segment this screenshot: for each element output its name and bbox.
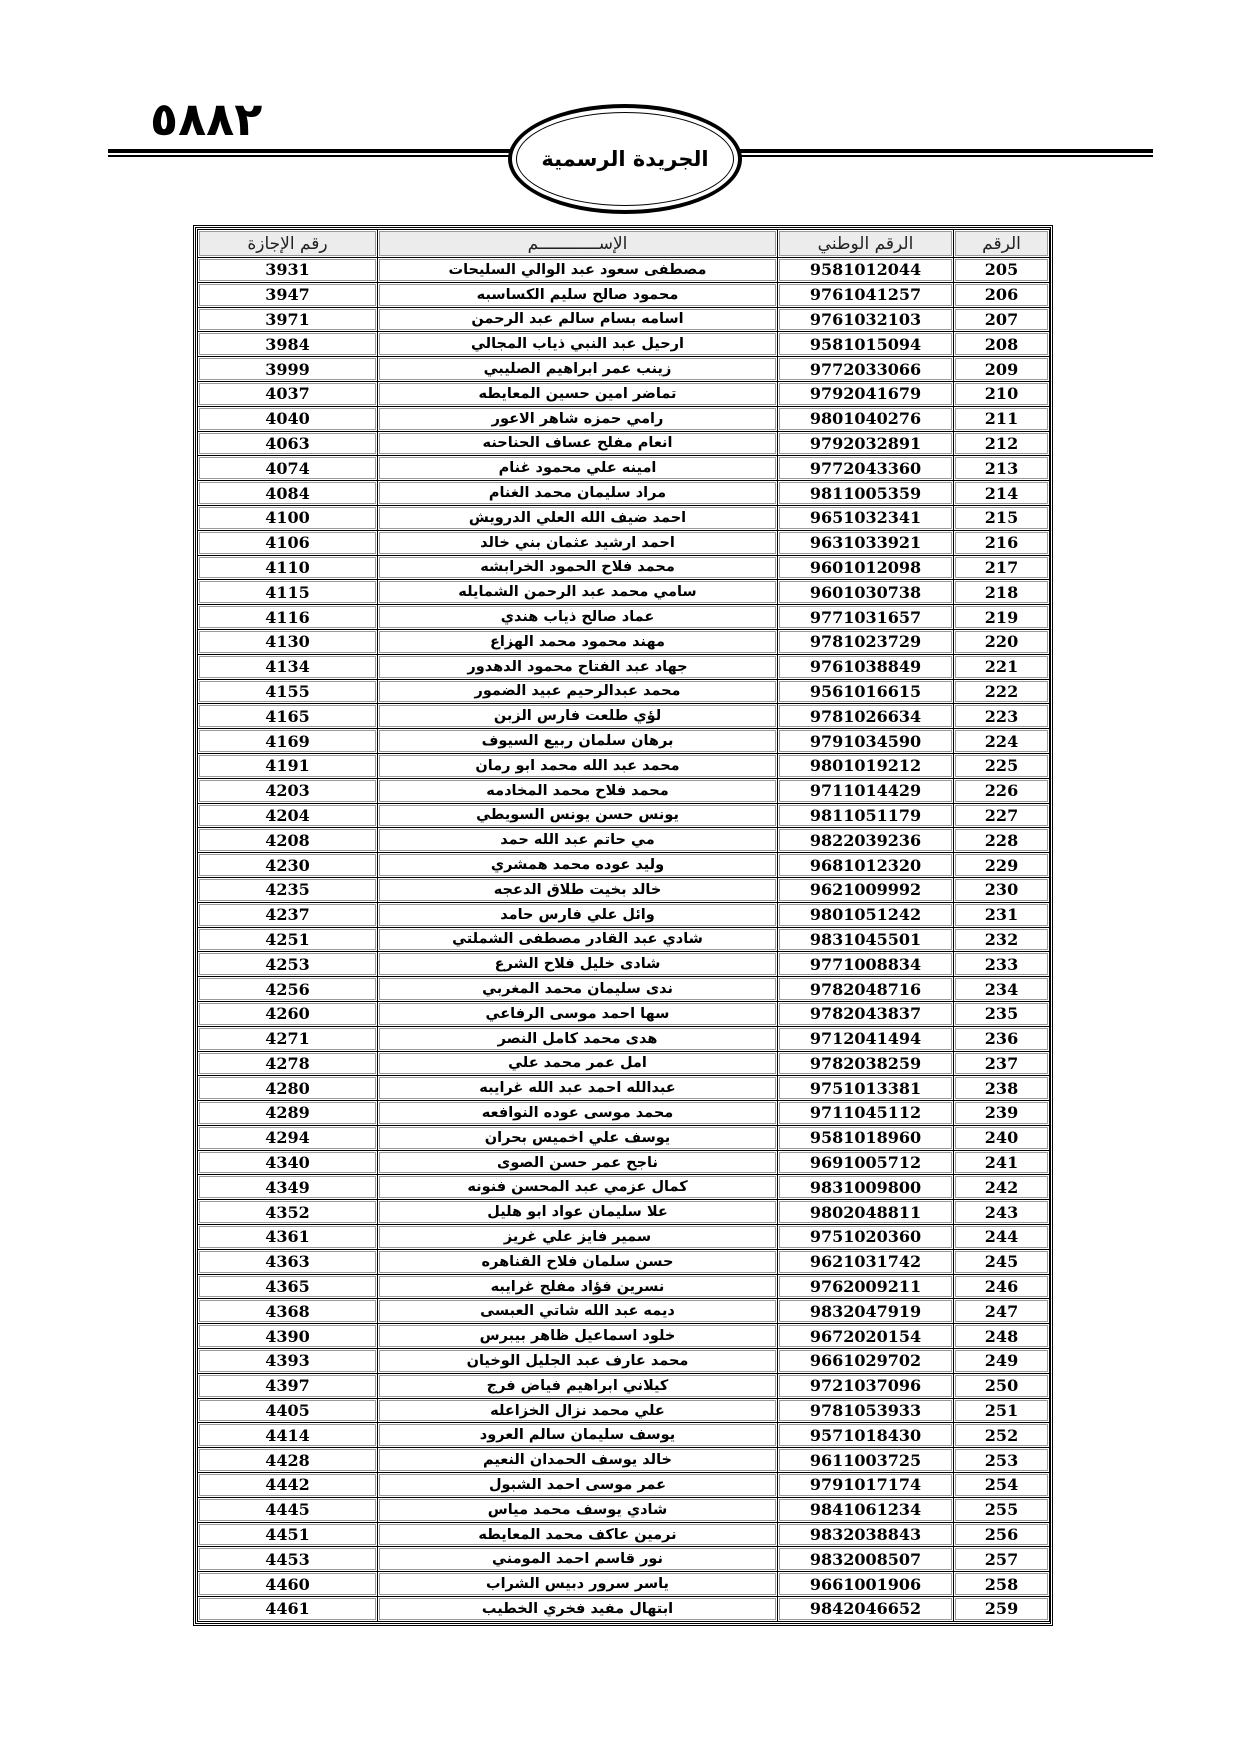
cell-name: مراد سليمان محمد الغنام [378, 481, 778, 506]
cell-national-id: 9711045112 [778, 1101, 954, 1126]
cell-license: 4040 [198, 406, 378, 431]
cell-no: 251 [954, 1398, 1050, 1423]
cell-national-id: 9811005359 [778, 481, 954, 506]
cell-name: مصطفى سعود عبد الوالي السليحات [378, 258, 778, 283]
cell-name: يونس حسن يونس السويطي [378, 803, 778, 828]
cell-license: 4352 [198, 1200, 378, 1225]
cell-license: 4165 [198, 704, 378, 729]
cell-name: يوسف سليمان سالم العرود [378, 1423, 778, 1448]
cell-license: 4405 [198, 1398, 378, 1423]
table-row [198, 977, 1050, 1002]
table-row [198, 1423, 1050, 1448]
table-row [198, 1324, 1050, 1349]
cell-license: 4414 [198, 1423, 378, 1448]
cell-national-id: 9681012320 [778, 853, 954, 878]
cell-license: 4155 [198, 679, 378, 704]
cell-name: وليد عوده محمد همشري [378, 853, 778, 878]
cell-name: شادي عبد القادر مصطفى الشملتي [378, 927, 778, 952]
cell-license: 4340 [198, 1150, 378, 1175]
cell-name: محمد عارف عبد الجليل الوخيان [378, 1349, 778, 1374]
cell-license: 4169 [198, 729, 378, 754]
cell-license: 4204 [198, 803, 378, 828]
cell-no: 231 [954, 902, 1050, 927]
cell-national-id: 9751020360 [778, 1225, 954, 1250]
cell-national-id: 9822039236 [778, 828, 954, 853]
cell-no: 234 [954, 977, 1050, 1002]
cell-license: 4442 [198, 1473, 378, 1498]
table-row [198, 1175, 1050, 1200]
cell-name: محمد فلاح الحمود الخرابشه [378, 555, 778, 580]
cell-name: خالد بخيت طلاق الدعجه [378, 877, 778, 902]
column-header-national-id: الرقم الوطني [778, 230, 954, 258]
cell-name: نور قاسم احمد المومني [378, 1547, 778, 1572]
license-table [197, 229, 1050, 1622]
table-row [198, 1497, 1050, 1522]
cell-name: ديمه عبد الله شاتي العبسى [378, 1299, 778, 1324]
cell-national-id: 9782043837 [778, 1001, 954, 1026]
cell-license: 4130 [198, 629, 378, 654]
cell-national-id: 9571018430 [778, 1423, 954, 1448]
cell-name: ارحيل عبد النبي ذياب المجالي [378, 332, 778, 357]
cell-name: برهان سلمان ربيع السيوف [378, 729, 778, 754]
cell-license: 4461 [198, 1597, 378, 1622]
cell-no: 252 [954, 1423, 1050, 1448]
cell-no: 242 [954, 1175, 1050, 1200]
table-row [198, 431, 1050, 456]
cell-national-id: 9751013381 [778, 1076, 954, 1101]
cell-license: 4230 [198, 853, 378, 878]
cell-no: 256 [954, 1522, 1050, 1547]
cell-no: 257 [954, 1547, 1050, 1572]
cell-no: 218 [954, 580, 1050, 605]
cell-national-id: 9832038843 [778, 1522, 954, 1547]
table-row [198, 381, 1050, 406]
cell-name: كمال عزمي عبد المحسن فنونه [378, 1175, 778, 1200]
table-row [198, 1349, 1050, 1374]
table-row [198, 1274, 1050, 1299]
cell-license: 4451 [198, 1522, 378, 1547]
cell-no: 235 [954, 1001, 1050, 1026]
cell-name: مهند محمود محمد الهزاع [378, 629, 778, 654]
cell-no: 237 [954, 1051, 1050, 1076]
cell-no: 221 [954, 654, 1050, 679]
table-row [198, 679, 1050, 704]
cell-national-id: 9711014429 [778, 778, 954, 803]
table-row [198, 530, 1050, 555]
cell-name: وائل علي فارس حامد [378, 902, 778, 927]
cell-national-id: 9621031742 [778, 1249, 954, 1274]
cell-national-id: 9791034590 [778, 729, 954, 754]
table-body [198, 258, 1050, 1622]
table-row [198, 1572, 1050, 1597]
cell-national-id: 9781053933 [778, 1398, 954, 1423]
cell-no: 216 [954, 530, 1050, 555]
cell-license: 4074 [198, 456, 378, 481]
cell-license: 4349 [198, 1175, 378, 1200]
table-row [198, 828, 1050, 853]
cell-license: 4460 [198, 1572, 378, 1597]
cell-license: 4393 [198, 1349, 378, 1374]
cell-license: 4361 [198, 1225, 378, 1250]
cell-no: 211 [954, 406, 1050, 431]
cell-national-id: 9772043360 [778, 456, 954, 481]
cell-no: 223 [954, 704, 1050, 729]
cell-name: علي محمد نزال الخزاعله [378, 1398, 778, 1423]
cell-national-id: 9772033066 [778, 357, 954, 382]
table-row [198, 729, 1050, 754]
cell-no: 214 [954, 481, 1050, 506]
table-row [198, 853, 1050, 878]
cell-license: 4368 [198, 1299, 378, 1324]
cell-national-id: 9561016615 [778, 679, 954, 704]
cell-no: 258 [954, 1572, 1050, 1597]
cell-name: عماد صالح ذياب هندي [378, 605, 778, 630]
cell-no: 249 [954, 1349, 1050, 1374]
table-row [198, 481, 1050, 506]
cell-national-id: 9771008834 [778, 952, 954, 977]
table-row [198, 1125, 1050, 1150]
cell-national-id: 9762009211 [778, 1274, 954, 1299]
column-header-license: رقم الإجازة [198, 230, 378, 258]
cell-license: 4363 [198, 1249, 378, 1274]
cell-license: 4260 [198, 1001, 378, 1026]
cell-no: 205 [954, 258, 1050, 283]
cell-name: سها احمد موسى الرفاعي [378, 1001, 778, 1026]
cell-name: تماضر امين حسين المعايطه [378, 381, 778, 406]
cell-no: 236 [954, 1026, 1050, 1051]
cell-name: نرمين عاكف محمد المعايطه [378, 1522, 778, 1547]
table-row [198, 902, 1050, 927]
cell-no: 246 [954, 1274, 1050, 1299]
cell-national-id: 9832047919 [778, 1299, 954, 1324]
cell-name: لؤي طلعت فارس الزبن [378, 704, 778, 729]
license-table-frame [193, 225, 1053, 1626]
cell-national-id: 9801051242 [778, 902, 954, 927]
cell-national-id: 9621009992 [778, 877, 954, 902]
cell-national-id: 9791017174 [778, 1473, 954, 1498]
cell-national-id: 9841061234 [778, 1497, 954, 1522]
table-row [198, 778, 1050, 803]
cell-license: 4235 [198, 877, 378, 902]
cell-no: 208 [954, 332, 1050, 357]
cell-national-id: 9782048716 [778, 977, 954, 1002]
table-row [198, 1473, 1050, 1498]
cell-license: 4251 [198, 927, 378, 952]
table-row [198, 1299, 1050, 1324]
cell-license: 4453 [198, 1547, 378, 1572]
cell-name: ندى سليمان محمد المغربي [378, 977, 778, 1002]
cell-name: خالد يوسف الحمدان النعيم [378, 1448, 778, 1473]
cell-national-id: 9721037096 [778, 1373, 954, 1398]
table-row [198, 1522, 1050, 1547]
cell-license: 4253 [198, 952, 378, 977]
cell-license: 4237 [198, 902, 378, 927]
cell-national-id: 9581018960 [778, 1125, 954, 1150]
cell-national-id: 9802048811 [778, 1200, 954, 1225]
cell-license: 4106 [198, 530, 378, 555]
cell-national-id: 9801019212 [778, 753, 954, 778]
cell-national-id: 9712041494 [778, 1026, 954, 1051]
cell-name: محمد عبدالرحيم عبيد الضمور [378, 679, 778, 704]
cell-national-id: 9842046652 [778, 1597, 954, 1622]
cell-license: 4134 [198, 654, 378, 679]
cell-license: 4397 [198, 1373, 378, 1398]
cell-name: محمد عبد الله محمد ابو رمان [378, 753, 778, 778]
cell-name: حسن سلمان فلاح القناهره [378, 1249, 778, 1274]
table-row [198, 1597, 1050, 1622]
cell-name: شادي يوسف محمد مياس [378, 1497, 778, 1522]
cell-no: 220 [954, 629, 1050, 654]
cell-license: 4428 [198, 1448, 378, 1473]
cell-name: سمير فايز علي غريز [378, 1225, 778, 1250]
table-row [198, 803, 1050, 828]
cell-no: 255 [954, 1497, 1050, 1522]
cell-no: 241 [954, 1150, 1050, 1175]
cell-national-id: 9781023729 [778, 629, 954, 654]
table-row [198, 704, 1050, 729]
cell-no: 250 [954, 1373, 1050, 1398]
cell-national-id: 9651032341 [778, 505, 954, 530]
cell-name: علا سليمان عواد ابو هليل [378, 1200, 778, 1225]
cell-no: 245 [954, 1249, 1050, 1274]
table-row [198, 629, 1050, 654]
cell-no: 244 [954, 1225, 1050, 1250]
cell-name: جهاد عبد الفتاح محمود الدهدور [378, 654, 778, 679]
table-row [198, 952, 1050, 977]
table-row [198, 1373, 1050, 1398]
table-row [198, 1001, 1050, 1026]
cell-national-id: 9792041679 [778, 381, 954, 406]
table-row [198, 1026, 1050, 1051]
cell-national-id: 9761038849 [778, 654, 954, 679]
column-header-no: الرقم [954, 230, 1050, 258]
cell-no: 206 [954, 282, 1050, 307]
cell-national-id: 9581015094 [778, 332, 954, 357]
table-row [198, 332, 1050, 357]
cell-no: 209 [954, 357, 1050, 382]
table-row [198, 258, 1050, 283]
cell-license: 4445 [198, 1497, 378, 1522]
cell-no: 243 [954, 1200, 1050, 1225]
table-row [198, 1225, 1050, 1250]
cell-license: 4390 [198, 1324, 378, 1349]
cell-name: ياسر سرور دبيس الشراب [378, 1572, 778, 1597]
cell-license: 4289 [198, 1101, 378, 1126]
cell-license: 4191 [198, 753, 378, 778]
cell-national-id: 9831009800 [778, 1175, 954, 1200]
table-row [198, 1249, 1050, 1274]
cell-name: عمر موسى احمد الشبول [378, 1473, 778, 1498]
table-row [198, 282, 1050, 307]
cell-no: 215 [954, 505, 1050, 530]
table-row [198, 505, 1050, 530]
cell-license: 4208 [198, 828, 378, 853]
cell-national-id: 9661001906 [778, 1572, 954, 1597]
cell-no: 225 [954, 753, 1050, 778]
table-row [198, 927, 1050, 952]
cell-name: امل عمر محمد علي [378, 1051, 778, 1076]
cell-license: 4116 [198, 605, 378, 630]
gazette-title: الجريدة الرسمية [541, 147, 709, 171]
cell-national-id: 9611003725 [778, 1448, 954, 1473]
cell-name: امينه علي محمود غنام [378, 456, 778, 481]
table-row [198, 605, 1050, 630]
cell-national-id: 9631033921 [778, 530, 954, 555]
header-oval [508, 104, 742, 214]
cell-no: 232 [954, 927, 1050, 952]
table-row [198, 357, 1050, 382]
cell-no: 213 [954, 456, 1050, 481]
cell-license: 3999 [198, 357, 378, 382]
table-row [198, 1398, 1050, 1423]
cell-national-id: 9601012098 [778, 555, 954, 580]
table-row [198, 1200, 1050, 1225]
cell-name: ناجح عمر حسن الصوى [378, 1150, 778, 1175]
cell-license: 4063 [198, 431, 378, 456]
cell-national-id: 9792032891 [778, 431, 954, 456]
cell-national-id: 9761041257 [778, 282, 954, 307]
cell-national-id: 9832008507 [778, 1547, 954, 1572]
cell-no: 230 [954, 877, 1050, 902]
cell-license: 4365 [198, 1274, 378, 1299]
cell-no: 238 [954, 1076, 1050, 1101]
cell-license: 4110 [198, 555, 378, 580]
cell-license: 3984 [198, 332, 378, 357]
cell-name: محمد فلاح محمد المخادمه [378, 778, 778, 803]
cell-name: عبدالله احمد عبد الله غرايبه [378, 1076, 778, 1101]
cell-license: 4203 [198, 778, 378, 803]
cell-no: 228 [954, 828, 1050, 853]
cell-national-id: 9781026634 [778, 704, 954, 729]
cell-national-id: 9782038259 [778, 1051, 954, 1076]
cell-name: انعام مفلح عساف الحناحنه [378, 431, 778, 456]
table-row [198, 1547, 1050, 1572]
cell-no: 226 [954, 778, 1050, 803]
cell-name: اسامه بسام سالم عبد الرحمن [378, 307, 778, 332]
cell-no: 259 [954, 1597, 1050, 1622]
table-row [198, 456, 1050, 481]
cell-name: محمود صالح سليم الكساسبه [378, 282, 778, 307]
cell-license: 4278 [198, 1051, 378, 1076]
cell-license: 4280 [198, 1076, 378, 1101]
cell-name: مي حاتم عبد الله حمد [378, 828, 778, 853]
cell-no: 219 [954, 605, 1050, 630]
cell-name: احمد ضيف الله العلي الدرويش [378, 505, 778, 530]
cell-no: 253 [954, 1448, 1050, 1473]
table-row [198, 406, 1050, 431]
table-row [198, 1448, 1050, 1473]
cell-license: 3971 [198, 307, 378, 332]
table-row [198, 1076, 1050, 1101]
table-row [198, 580, 1050, 605]
cell-name: زينب عمر ابراهيم الصليبي [378, 357, 778, 382]
cell-national-id: 9691005712 [778, 1150, 954, 1175]
cell-name: يوسف علي اخميس بحران [378, 1125, 778, 1150]
cell-name: رامي حمزه شاهر الاعور [378, 406, 778, 431]
cell-no: 212 [954, 431, 1050, 456]
cell-national-id: 9581012044 [778, 258, 954, 283]
cell-national-id: 9761032103 [778, 307, 954, 332]
cell-no: 224 [954, 729, 1050, 754]
cell-national-id: 9801040276 [778, 406, 954, 431]
cell-name: شادى خليل فلاح الشرع [378, 952, 778, 977]
cell-no: 247 [954, 1299, 1050, 1324]
cell-name: احمد ارشيد عثمان بني خالد [378, 530, 778, 555]
cell-no: 207 [954, 307, 1050, 332]
cell-name: نسرين فؤاد مفلح غرايبه [378, 1274, 778, 1299]
cell-name: خلود اسماعيل ظاهر بيبرس [378, 1324, 778, 1349]
cell-national-id: 9672020154 [778, 1324, 954, 1349]
cell-no: 248 [954, 1324, 1050, 1349]
cell-name: ابتهال مفيد فخري الخطيب [378, 1597, 778, 1622]
cell-no: 233 [954, 952, 1050, 977]
table-row [198, 654, 1050, 679]
cell-license: 4115 [198, 580, 378, 605]
cell-no: 222 [954, 679, 1050, 704]
cell-no: 227 [954, 803, 1050, 828]
table-header-row [198, 230, 1050, 258]
cell-no: 229 [954, 853, 1050, 878]
cell-license: 3931 [198, 258, 378, 283]
cell-national-id: 9811051179 [778, 803, 954, 828]
cell-no: 210 [954, 381, 1050, 406]
cell-national-id: 9601030738 [778, 580, 954, 605]
cell-license: 4037 [198, 381, 378, 406]
table-row [198, 1150, 1050, 1175]
cell-name: سامي محمد عبد الرحمن الشمايله [378, 580, 778, 605]
cell-no: 240 [954, 1125, 1050, 1150]
cell-name: محمد موسى عوده النوافعه [378, 1101, 778, 1126]
cell-national-id: 9831045501 [778, 927, 954, 952]
table-row [198, 555, 1050, 580]
cell-license: 4256 [198, 977, 378, 1002]
cell-no: 217 [954, 555, 1050, 580]
table-row [198, 1101, 1050, 1126]
table-row [198, 753, 1050, 778]
cell-license: 4100 [198, 505, 378, 530]
cell-license: 4294 [198, 1125, 378, 1150]
cell-no: 239 [954, 1101, 1050, 1126]
cell-license: 3947 [198, 282, 378, 307]
cell-license: 4084 [198, 481, 378, 506]
cell-national-id: 9771031657 [778, 605, 954, 630]
cell-name: كيلاني ابراهيم فياض فرج [378, 1373, 778, 1398]
table-row [198, 1051, 1050, 1076]
cell-national-id: 9661029702 [778, 1349, 954, 1374]
page-number: ٥٨٨٢ [150, 92, 263, 146]
cell-no: 254 [954, 1473, 1050, 1498]
table-row [198, 877, 1050, 902]
cell-name: هدى محمد كامل النصر [378, 1026, 778, 1051]
cell-license: 4271 [198, 1026, 378, 1051]
column-header-name: الإســــــــــــم [378, 230, 778, 258]
table-row [198, 307, 1050, 332]
